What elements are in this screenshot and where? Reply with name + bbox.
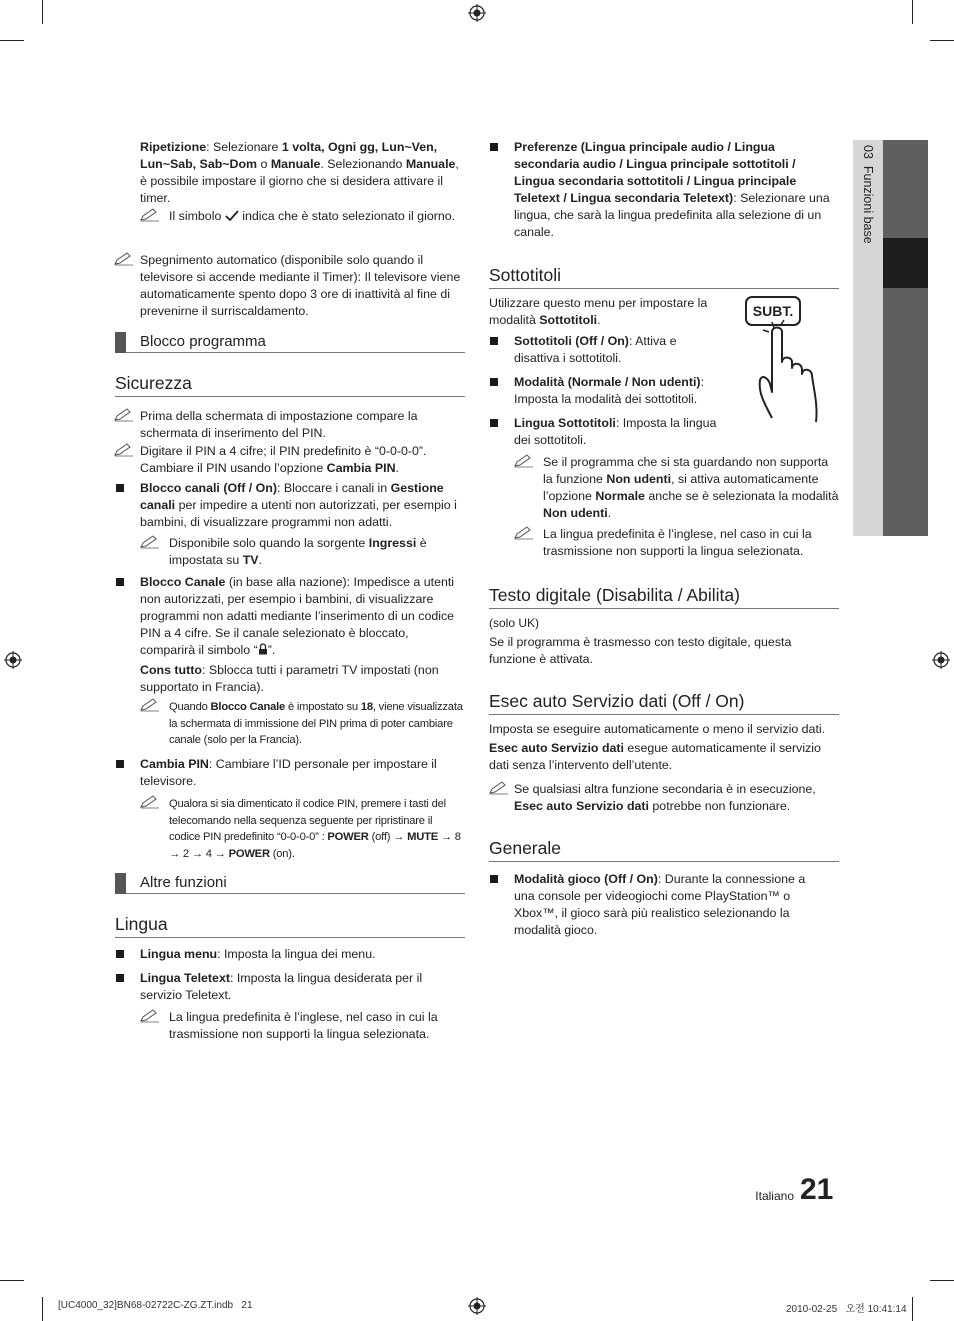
bullet-square-icon <box>490 378 498 386</box>
sottotitoli-intro: Utilizzare questo menu per impostare la modalità Sottotitoli. <box>489 296 708 327</box>
sottotitoli-note-2: La lingua predefinita è l’inglese, nel caso in cui la trasmissione non supporti la lingua selezionata. <box>543 527 812 558</box>
testo-digitale-solo-uk: (solo UK) <box>489 616 540 630</box>
section-heading-altre-funzioni: Altre funzioni <box>115 873 465 894</box>
lingua-note: La lingua predefinita è l’inglese, nel caso in cui la trasmissione non supporti la lingua selezionata. <box>169 1010 438 1041</box>
bullet-square-icon <box>116 950 124 958</box>
page-language: Italiano <box>755 1189 794 1203</box>
lingua-sottotitoli-item: Lingua Sottotitoli: Imposta la lingua dei sottotitoli. <box>514 416 717 447</box>
cambia-pin-item: Cambia PIN: Cambiare l’ID personale per impostare il televisore. <box>140 757 437 788</box>
esec-auto-note: Se qualsiasi altra funzione secondaria è in esecuzione, Esec auto Servizio dati potrebbe non funzionare. <box>514 782 816 813</box>
bullet-square-icon <box>116 578 124 586</box>
section-heading-lingua: Lingua <box>115 913 465 938</box>
lingua-menu-item: Lingua menu: Imposta la lingua dei menu. <box>140 947 376 961</box>
crop-mark <box>930 1280 954 1281</box>
testo-digitale-body: Se il programma è trasmesso con testo digitale, questa funzione è attivata. <box>489 635 792 666</box>
lock-icon <box>258 643 268 655</box>
blocco-canali-item: Blocco canali (Off / On): Bloccare i canali in Gestione canali per impedire a utenti non autorizzati, per esempio i bambini, di visualizzare programmi non adatti. <box>140 481 457 529</box>
chapter-number: 03 <box>861 145 875 159</box>
section-heading-sottotitoli: Sottotitoli <box>489 264 839 289</box>
subt-button: SUBT. <box>745 296 801 326</box>
side-tab-label <box>853 145 883 285</box>
section-heading-esec-auto: Esec auto Servizio dati (Off / On) <box>489 690 839 715</box>
note-pencil-icon <box>114 252 134 266</box>
bullet-square-icon <box>116 974 124 982</box>
footer-date: 2010-02-25 오전 10:41:14 <box>786 1304 907 1315</box>
crop-mark <box>930 40 954 41</box>
esec-auto-body-1: Imposta se eseguire automaticamente o meno il servizio dati. <box>489 722 826 736</box>
sottotitoli-off-on-item: Sottotitoli (Off / On): Attiva e disattiva i sottotitoli. <box>514 334 677 365</box>
section-heading-sicurezza: Sicurezza <box>115 372 465 397</box>
note-pencil-icon <box>114 443 134 457</box>
note-pencil-icon <box>140 698 160 712</box>
crop-mark <box>912 1297 913 1321</box>
side-tab-marker <box>883 238 928 288</box>
section-heading-generale: Generale <box>489 837 839 862</box>
crop-mark <box>42 1297 43 1321</box>
crop-mark <box>42 0 43 24</box>
ripetizione-paragraph: Ripetizione: Selezionare 1 volta, Ogni gg, Lun~Ven, Lun~Sab, Sab~Dom o Manuale. Selezionando Manuale, è possibile impostare il giorno che si desidera attivare il timer. <box>140 140 459 205</box>
note-pencil-icon <box>514 454 534 468</box>
note-pencil-icon <box>140 795 160 809</box>
note-pencil-icon <box>489 781 509 795</box>
registration-mark-icon <box>468 4 486 22</box>
bullet-square-icon <box>116 760 124 768</box>
note-pencil-icon <box>140 1009 160 1023</box>
blocco-canale-item: Blocco Canale (in base alla nazione): Impedisce a utenti non autorizzati, per esempio i bambini, di visualizzare programmi non adatti mediante l’inserimento di un codice PIN a 4 cifre. Se il canale selezionato è bloccato, comparirà il simbolo “ ”. <box>140 575 455 657</box>
note-pencil-icon <box>114 408 134 422</box>
bullet-square-icon <box>490 875 498 883</box>
section-heading-testo-digitale: Testo digitale (Disabilita / Abilita) <box>489 584 839 609</box>
spegnimento-note: Spegnimento automatico (disponibile solo quando il televisore si accende mediante il Timer): Il televisore viene automaticamente spento dopo 3 ore di inattività al fine di prevenirne il surriscaldamento. <box>140 253 461 318</box>
section-heading-blocco-programma: Blocco programma <box>115 332 465 353</box>
note-pencil-icon <box>140 208 160 222</box>
footer-file: [UC4000_32]BN68-02722C-ZG.ZT.indb 21 <box>58 1300 253 1311</box>
bullet-square-icon <box>490 337 498 345</box>
checkmark-icon <box>225 210 239 221</box>
sottotitoli-note-1: Se il programma che si sta guardando non supporta la funzione Non udenti, si attiva automaticamente l’opzione Normale anche se è selezionata la modalità Non udenti. <box>543 455 839 520</box>
ripetizione-note: Il simbolo indica che è stato selezionato il giorno. <box>169 209 456 223</box>
note-pencil-icon <box>140 535 160 549</box>
blocco-canale-note: Quando Blocco Canale è impostato su 18, viene visualizzata la schermata di immissione del PIN prima di poter cambiare canale (solo per la Francia). <box>169 701 463 746</box>
sicurezza-note-2: Digitare il PIN a 4 cifre; il PIN predefinito è “0-0-0-0”. Cambiare il PIN usando l’opzione Cambia PIN. <box>140 444 427 475</box>
cambia-pin-note: Qualora si sia dimenticato il codice PIN, premere i tasti del telecomando nella sequenza seguente per ripristinare il codice PIN predefinito “0-0-0-0” : POWER (off) → MUTE → 8 → 2 → 4 → POWER (on). <box>169 798 461 860</box>
sicurezza-note-1: Prima della schermata di impostazione compare la schermata di inserimento del PIN. <box>140 409 418 440</box>
cons-tutto-paragraph: Cons tutto: Sblocca tutti i parametri TV impostati (non supportato in Francia). <box>140 663 439 694</box>
crop-mark <box>0 1280 24 1281</box>
page-number: 21 <box>800 1173 834 1206</box>
preferenze-item: Preferenze (Lingua principale audio / Lingua secondaria audio / Lingua principale sottotitoli / Lingua secondaria sottotitoli / Lingua principale Teletext / Lingua secondaria Teletext): Selezionare una lingua, che sarà la lingua predefinita alla selezione di un canale. <box>514 140 830 239</box>
chapter-title: Funzioni base <box>861 165 875 244</box>
registration-mark-icon <box>468 1297 486 1315</box>
note-pencil-icon <box>514 526 534 540</box>
lingua-teletext-item: Lingua Teletext: Imposta la lingua desiderata per il servizio Teletext. <box>140 971 423 1002</box>
modalita-item: Modalità (Normale / Non udenti): Imposta la modalità dei sottotitoli. <box>514 375 705 406</box>
registration-mark-icon <box>4 651 22 669</box>
blocco-canali-note: Disponibile solo quando la sorgente Ingressi è impostata su TV. <box>169 536 427 567</box>
crop-mark <box>912 0 913 24</box>
bullet-square-icon <box>490 419 498 427</box>
crop-mark <box>0 40 24 41</box>
bullet-square-icon <box>116 484 124 492</box>
esec-auto-body-2: Esec auto Servizio dati esegue automaticamente il servizio dati senza l’intervento dell’utente. <box>489 741 821 772</box>
bullet-square-icon <box>490 143 498 151</box>
pressing-hand-icon <box>748 318 830 428</box>
registration-mark-icon <box>932 651 950 669</box>
modalita-gioco-item: Modalità gioco (Off / On): Durante la connessione a una console per videogiochi come PlayStation™ o Xbox™, il gioco sarà più realistico selezionando la modalità gioco. <box>514 872 806 937</box>
side-tab-strip <box>883 140 928 536</box>
